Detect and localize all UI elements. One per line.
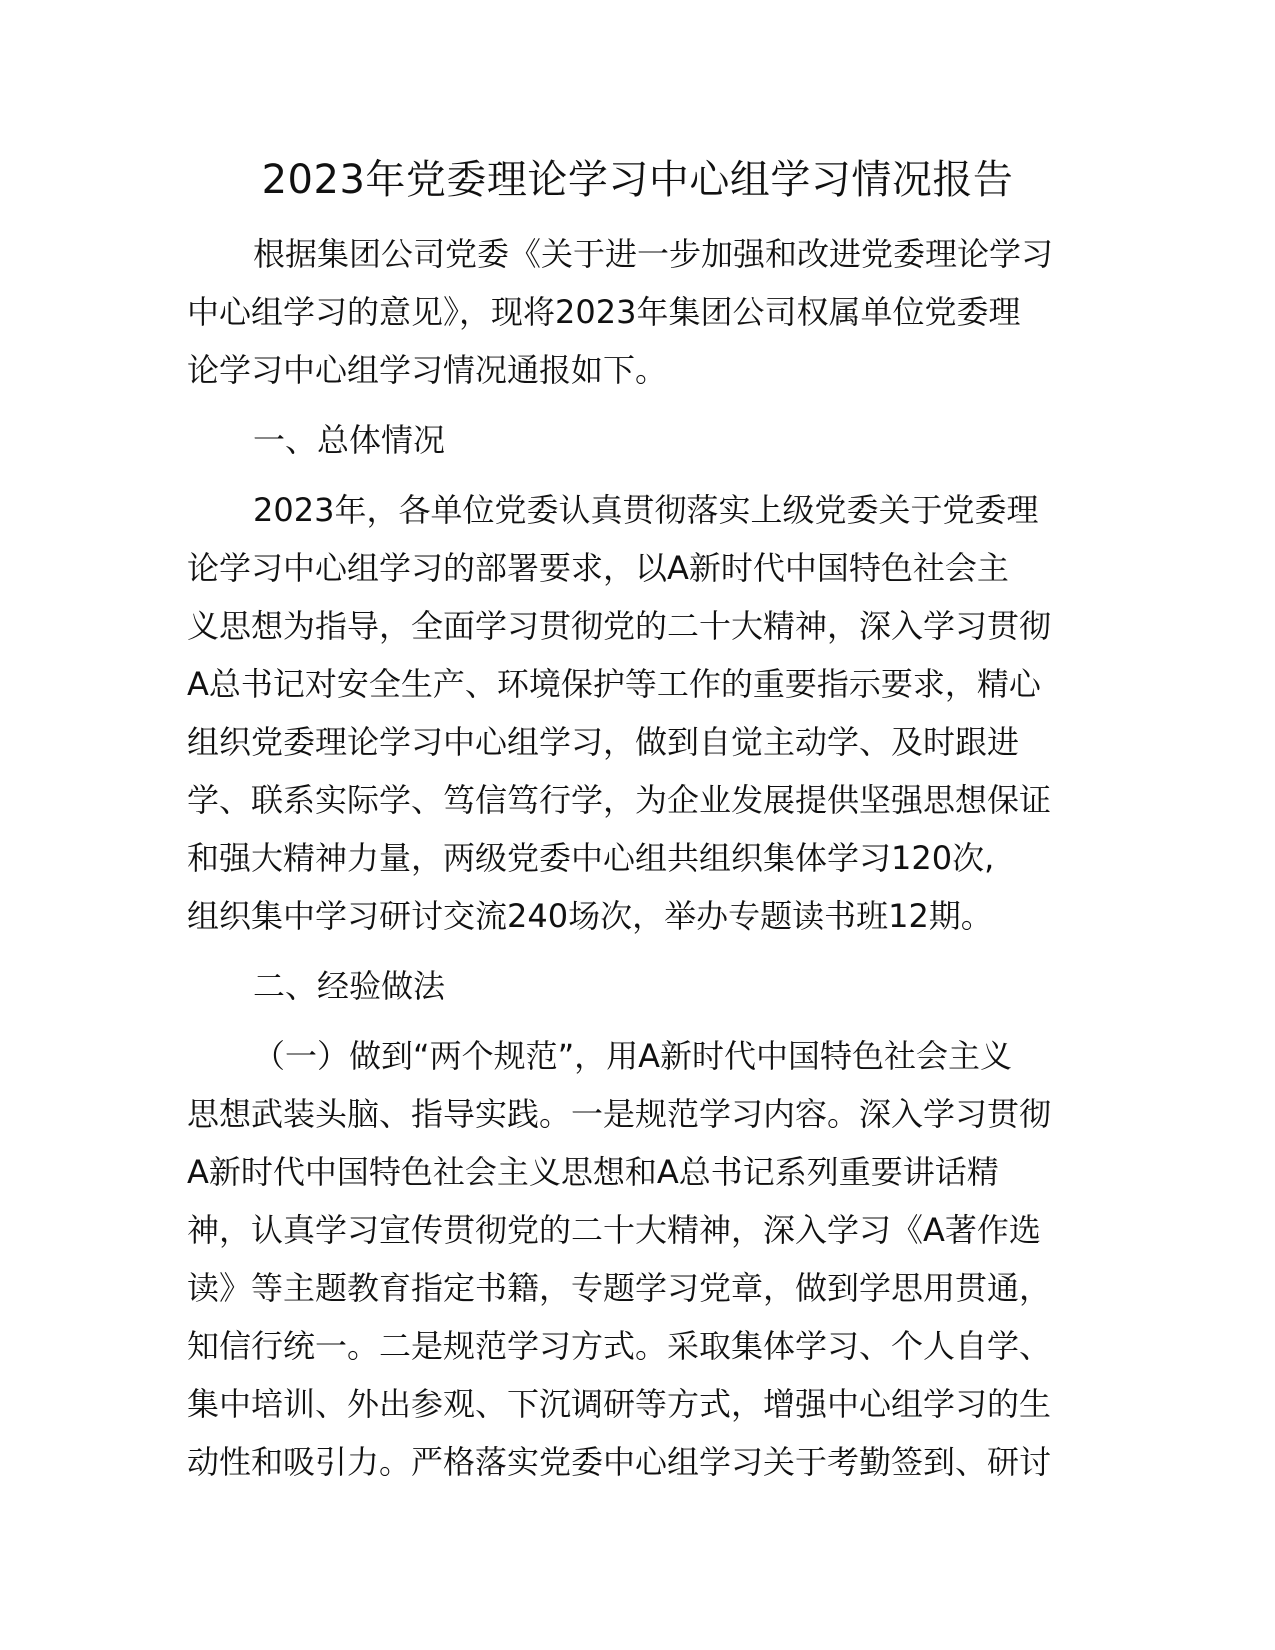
section2-line: 知信行统一。二是规范学习方式。采取集体学习、个人自学、 bbox=[187, 1327, 1052, 1365]
section1-line: 学、联系实际学、笃信笃行学，为企业发展提供坚强思想保证 bbox=[187, 781, 1052, 819]
section1-line: 论学习中心组学习的部署要求，以A新时代中国特色社会主 bbox=[187, 549, 1009, 587]
section2-line: （一）做到“两个规范”，用A新时代中国特色社会主义 bbox=[253, 1037, 1013, 1075]
section1-line: 义思想为指导，全面学习贯彻党的二十大精神，深入学习贯彻 bbox=[187, 607, 1052, 645]
section2-line: 神，认真学习宣传贯彻党的二十大精神，深入学习《A著作选 bbox=[187, 1211, 1041, 1249]
document-body bbox=[187, 225, 1087, 1491]
section2-line: 动性和吸引力。严格落实党委中心组学习关于考勤签到、研讨 bbox=[187, 1443, 1052, 1481]
section2-line: 思想武装头脑、指导实践。一是规范学习内容。深入学习贯彻 bbox=[187, 1095, 1052, 1133]
intro-line: 中心组学习的意见》，现将2023年集团公司权属单位党委理 bbox=[187, 293, 1021, 331]
section1-line: A总书记对安全生产、环境保护等工作的重要指示要求，精心 bbox=[187, 665, 1041, 703]
section-heading-overview: 一、总体情况 bbox=[253, 421, 446, 459]
section2-line: 集中培训、外出参观、下沉调研等方式，增强中心组学习的生 bbox=[187, 1385, 1052, 1423]
section2-line: A新时代中国特色社会主义思想和A总书记系列重要讲话精 bbox=[187, 1153, 999, 1191]
intro-line: 论学习中心组学习情况通报如下。 bbox=[187, 351, 668, 389]
section2-line: 读》等主题教育指定书籍，专题学习党章，做到学思用贯通， bbox=[187, 1269, 1052, 1307]
intro-line: 根据集团公司党委《关于进一步加强和改进党委理论学习 bbox=[253, 235, 1054, 273]
section-heading-experience: 二、经验做法 bbox=[253, 967, 446, 1005]
section1-line: 和强大精神力量，两级党委中心组共组织集体学习120次, bbox=[187, 839, 995, 877]
section1-line: 2023年，各单位党委认真贯彻落实上级党委关于党委理 bbox=[253, 491, 1039, 529]
document-title: 2023年党委理论学习中心组学习情况报告 bbox=[261, 157, 1014, 203]
section1-line: 组织集中学习研讨交流240场次，举办专题读书班12期。 bbox=[187, 897, 993, 935]
section1-line: 组织党委理论学习中心组学习，做到自觉主动学、及时跟进 bbox=[187, 723, 1020, 761]
